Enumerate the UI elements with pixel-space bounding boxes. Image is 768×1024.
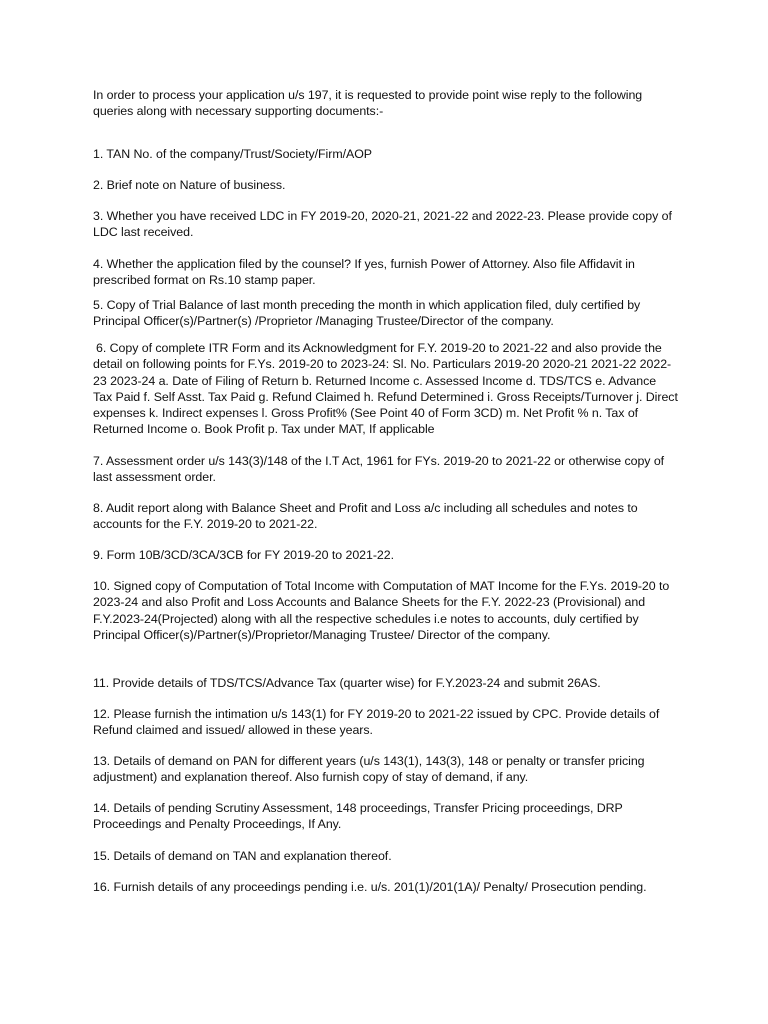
query-item-7: 7. Assessment order u/s 143(3)/148 of the I.T Act, 1961 for FYs. 2019-20 to 2021-22 or otherwise copy of last assessment order.	[93, 454, 665, 485]
query-item-10: 10. Signed copy of Computation of Total Income with Computation of MAT Income for the F.Ys. 2019-20 to 2023-24 and also Profit and Loss Accounts and Balance Sheets for the F.Y. 2022-23 (Provisional) and F.Y.2023-24(Projected) along with all the respective schedules i.e notes to accounts, duly certified by Principal Officer(s)/Partner(s)/Proprietor/Managing Trustee/ Director of the company.	[93, 579, 670, 642]
intro-paragraph: In order to process your application u/s 197, it is requested to provide point wise reply to the following queries along with necessary supporting documents:-	[93, 88, 643, 119]
query-item-12: 12. Please furnish the intimation u/s 143(1) for FY 2019-20 to 2021-22 issued by CPC. Provide details of Refund claimed and issued/ allowed in these years.	[93, 707, 660, 738]
query-item-11: 11. Provide details of TDS/TCS/Advance Tax (quarter wise) for F.Y.2023-24 and submit 26AS.	[93, 676, 601, 690]
query-item-8: 8. Audit report along with Balance Sheet and Profit and Loss a/c including all schedules and notes to accounts for the F.Y. 2019-20 to 2021-22.	[93, 501, 638, 532]
query-item-14: 14. Details of pending Scrutiny Assessment, 148 proceedings, Transfer Pricing proceedings, DRP Proceedings and Penalty Proceedings, If Any.	[93, 801, 623, 832]
query-item-4: 4. Whether the application filed by the counsel? If yes, furnish Power of Attorney. Also file Affidavit in prescribed format on Rs.10 stamp paper.	[93, 257, 635, 288]
query-item-6: 6. Copy of complete ITR Form and its Acknowledgment for F.Y. 2019-20 to 2021-22 and also provide the detail on following points for F.Ys. 2019-20 to 2023-24: Sl. No. Particulars 2019-20 2020-21 2021-22 2022-23 2023-24 a. Date of Filing of Return b. Returned Income c. Assessed Income d. TDS/TCS e. Advance Tax Paid f. Self Asst. Tax Paid g. Refund Claimed h. Refund Determined i. Gross Receipts/Turnover j. Direct expenses k. Indirect expenses l. Gross Profit% (See Point 40 of Form 3CD) m. Net Profit % n. Tax of Returned Income o. Book Profit p. Tax under MAT, If applicable	[93, 341, 678, 437]
query-item-15: 15. Details of demand on TAN and explanation thereof.	[93, 849, 392, 863]
query-item-5: 5. Copy of Trial Balance of last month preceding the month in which application filed, duly certified by Principal Officer(s)/Partner(s) /Proprietor /Managing Trustee/Director of the company.	[93, 298, 641, 329]
query-item-13: 13. Details of demand on PAN for different years (u/s 143(1), 143(3), 148 or penalty or transfer pricing adjustment) and explanation thereof. Also furnish copy of stay of demand, if any.	[93, 754, 645, 785]
query-item-16: 16. Furnish details of any proceedings pending i.e. u/s. 201(1)/201(1A)/ Penalty/ Prosecution pending.	[93, 880, 647, 894]
query-item-2: 2. Brief note on Nature of business.	[93, 178, 286, 192]
query-item-3: 3. Whether you have received LDC in FY 2019-20, 2020-21, 2021-22 and 2022-23. Please provide copy of LDC last received.	[93, 209, 672, 240]
query-item-9: 9. Form 10B/3CD/3CA/3CB for FY 2019-20 to 2021-22.	[93, 548, 394, 562]
query-item-1: 1. TAN No. of the company/Trust/Society/Firm/AOP	[93, 147, 373, 161]
